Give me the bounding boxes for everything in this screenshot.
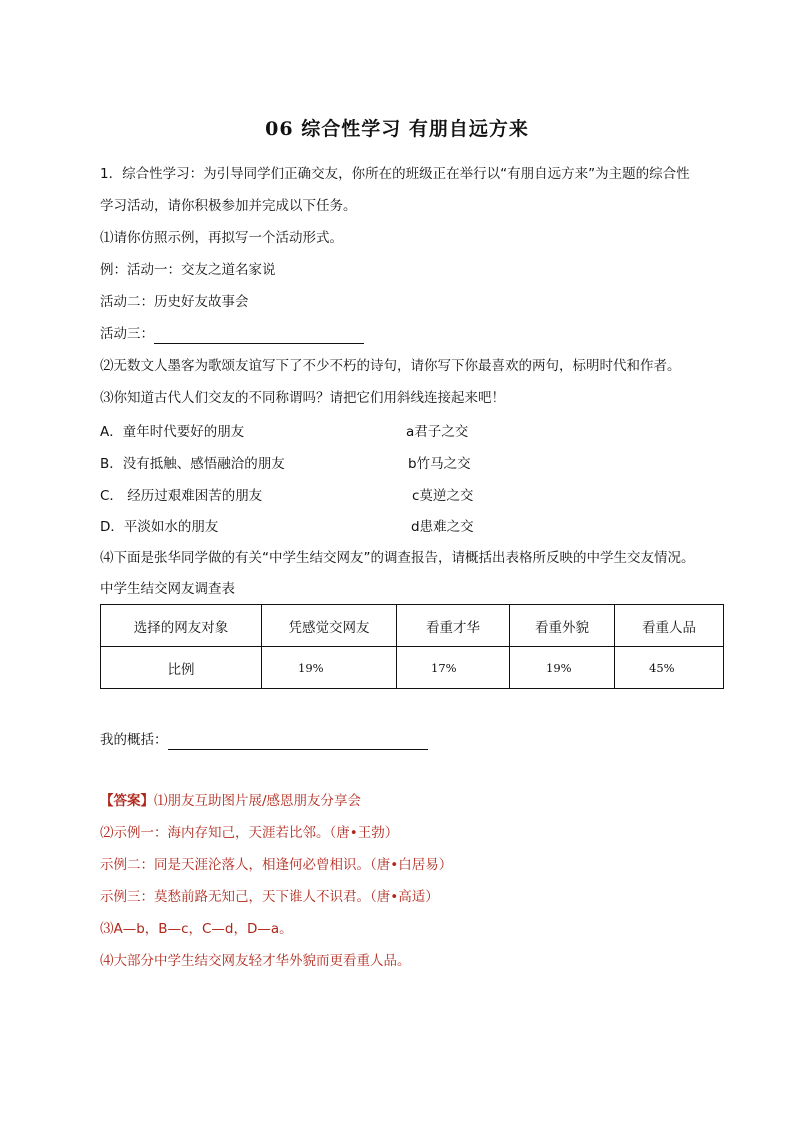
option-right-c: c莫逆之交 xyxy=(412,488,474,504)
option-left-b: B．没有抵触、感悟融洽的朋友 xyxy=(100,456,285,472)
answer-2-example-3: 示例三：莫愁前路无知己，天下谁人不识君。（唐•高适） xyxy=(100,889,439,905)
option-right-b: b竹马之交 xyxy=(408,456,471,472)
table-cell: 45% xyxy=(615,647,724,689)
activity-3-label: 活动三： xyxy=(100,326,154,342)
table-header-row xyxy=(101,605,724,647)
sub-question-1: ⑴请你仿照示例，再拟写一个活动形式。 xyxy=(100,230,343,246)
table-header-cell: 看重才华 xyxy=(397,605,510,647)
answer-tag: 【答案】 xyxy=(100,793,154,809)
table-header-cell: 看重人品 xyxy=(615,605,724,647)
question-intro-line1: 1．综合性学习：为引导同学们正确交友，你所在的班级正在举行以“有朋自远方来”为主题的综合性 xyxy=(100,166,690,182)
table-cell: 19% xyxy=(262,647,397,689)
summary-label: 我的概括： xyxy=(100,732,168,748)
summary-blank xyxy=(168,733,428,750)
answer-2-example-1: ⑵示例一：海内存知己，天涯若比邻。（唐•王勃） xyxy=(100,825,399,841)
table-row xyxy=(101,647,724,689)
table-cell: 19% xyxy=(510,647,615,689)
page-title: 06 综合性学习 有朋自远方来 xyxy=(265,118,529,140)
answer-2-example-2: 示例二：同是天涯沦落人，相逢何必曾相识。（唐•白居易） xyxy=(100,857,453,873)
option-left-d: D．平淡如水的朋友 xyxy=(100,519,219,535)
table-header-cell: 选择的网友对象 xyxy=(101,605,262,647)
table-cell: 17% xyxy=(397,647,510,689)
survey-table xyxy=(100,604,724,689)
sub-question-4: ⑷下面是张华同学做的有关“中学生结交网友”的调查报告，请概括出表格所反映的中学生交友情况。 xyxy=(100,550,695,566)
option-right-d: d患难之交 xyxy=(411,519,474,535)
table-row-label: 比例 xyxy=(101,647,262,689)
example-activity-1: 例：活动一：交友之道名家说 xyxy=(100,262,276,278)
question-intro-line2: 学习活动，请你积极参加并完成以下任务。 xyxy=(100,198,357,214)
table-header-cell: 凭感觉交网友 xyxy=(262,605,397,647)
option-left-a: A．童年时代要好的朋友 xyxy=(100,424,245,440)
summary-row xyxy=(100,730,428,750)
answer-line-1 xyxy=(100,791,361,811)
example-activity-2: 活动二：历史好友故事会 xyxy=(100,294,249,310)
activity-3-blank xyxy=(154,327,364,344)
table-header-cell: 看重外貌 xyxy=(510,605,615,647)
answer-1: ⑴朋友互助图片展/感恩朋友分享会 xyxy=(154,793,362,809)
option-left-c: C． 经历过艰难困苦的朋友 xyxy=(100,488,263,504)
option-right-a: a君子之交 xyxy=(406,424,469,440)
sub-question-3: ⑶你知道古代人们交友的不同称谓吗？请把它们用斜线连接起来吧！ xyxy=(100,390,505,406)
sub-question-2: ⑵无数文人墨客为歌颂友谊写下了不少不朽的诗句，请你写下你最喜欢的两句，标明时代和作者。 xyxy=(100,358,681,374)
answer-3: ⑶A—b，B—c，C—d，D—a。 xyxy=(100,921,293,937)
table-caption: 中学生结交网友调查表 xyxy=(100,581,235,597)
activity-3-row xyxy=(100,324,364,344)
answer-4: ⑷大部分中学生结交网友轻才华外貌而更看重人品。 xyxy=(100,953,411,969)
